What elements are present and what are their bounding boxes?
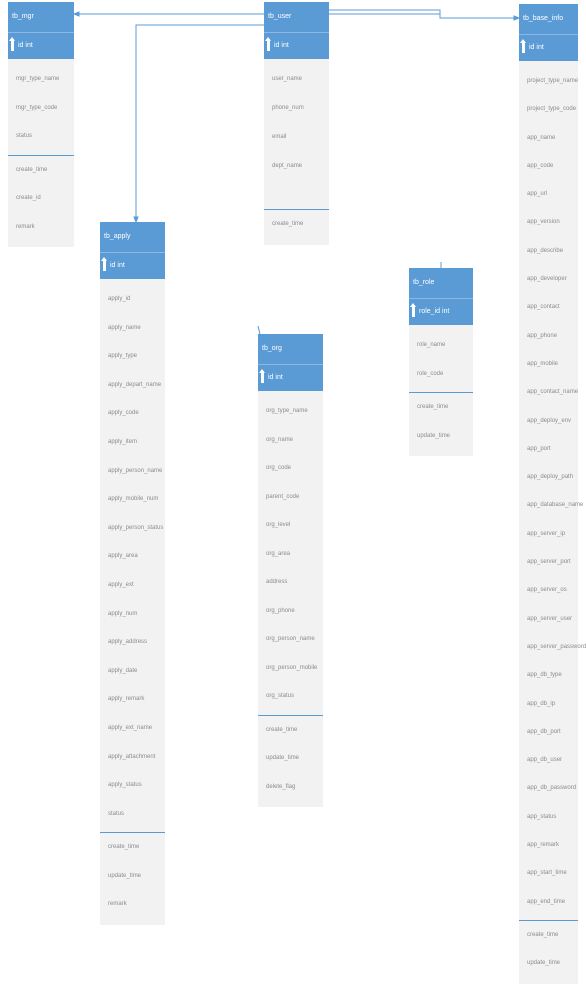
field-row: create_time <box>527 931 559 938</box>
primary-key-row <box>264 32 329 59</box>
table-t-right-small[interactable] <box>409 268 473 456</box>
field-row: app_end_time <box>527 898 566 905</box>
field-row: app_code <box>527 162 554 169</box>
table-title: tb_apply <box>100 222 165 252</box>
field-row: dept_name <box>272 163 303 169</box>
primary-key-row <box>258 364 323 391</box>
field-row: remark <box>16 223 35 230</box>
field-row: user_name <box>272 76 303 82</box>
field-row: apply_area <box>108 553 138 560</box>
rel-user-to-apply <box>136 25 264 222</box>
field-row: apply_date <box>108 667 138 674</box>
field-row: app_port <box>527 445 551 452</box>
field-row: app_server_ip <box>527 530 566 537</box>
field-row: phone_num <box>272 105 304 111</box>
field-row: org_code <box>266 465 292 471</box>
field-row: mgr_type_code <box>16 104 58 111</box>
field-row: app_server_password <box>527 643 586 650</box>
field-row: apply_remark <box>108 696 145 703</box>
primary-key-label: id int <box>268 374 283 381</box>
field-row: create_time <box>108 844 140 851</box>
field-row: apply_person_name <box>108 467 163 474</box>
field-row: create_time <box>417 404 449 410</box>
field-row: org_type_name <box>266 408 308 414</box>
field-row: email <box>272 134 287 140</box>
primary-key-icon <box>522 41 525 53</box>
field-row: app_db_type <box>527 672 562 679</box>
field-row: create_time <box>266 726 298 733</box>
field-row: apply_ext_name <box>108 724 153 731</box>
primary-key-label: id int <box>274 42 289 49</box>
primary-key-icon <box>267 39 270 51</box>
field-row: role_name <box>417 342 446 348</box>
field-row: app_start_time <box>527 870 567 877</box>
field-row: app_database_name <box>527 502 584 509</box>
field-row: apply_code <box>108 410 139 417</box>
field-row: app_server_user <box>527 615 573 622</box>
field-row: app_url <box>527 191 548 198</box>
field-row: apply_attachment <box>108 753 156 760</box>
field-row: app_deploy_env <box>527 417 572 424</box>
field-row: apply_mobile_num <box>108 496 159 503</box>
field-row: status <box>108 810 125 817</box>
field-row: apply_ext <box>108 581 134 588</box>
field-row: status <box>16 133 33 139</box>
field-row: delete_flag <box>266 783 296 790</box>
rel-org-stub <box>258 326 260 334</box>
primary-key-row <box>100 252 165 279</box>
table-t-left-middle[interactable] <box>100 222 165 925</box>
field-row: project_type_name <box>527 78 579 84</box>
field-row: address <box>266 579 288 585</box>
field-row: apply_name <box>108 324 141 331</box>
table-t-right-tall[interactable] <box>519 4 586 984</box>
field-row: org_area <box>266 550 291 557</box>
field-row: app_deploy_path <box>527 474 574 481</box>
field-row: project_type_code <box>527 106 577 113</box>
table-t-topcenter[interactable] <box>264 2 329 245</box>
primary-key-row <box>519 34 578 61</box>
field-row: apply_address <box>108 639 148 646</box>
field-row: create_time <box>272 221 304 227</box>
primary-key-label: id int <box>529 44 544 51</box>
field-row: app_mobile <box>527 360 559 367</box>
field-row: update_time <box>108 872 142 879</box>
field-row: app_contact_name <box>527 389 579 396</box>
field-row: create_time <box>16 166 48 173</box>
field-row: role_code <box>417 370 444 377</box>
field-row: app_version <box>527 219 560 226</box>
field-row: apply_item <box>108 438 138 445</box>
field-row: app_describe <box>527 247 564 254</box>
field-row: app_status <box>527 813 557 820</box>
table-t-topleft[interactable] <box>8 2 74 247</box>
field-row: org_name <box>266 436 294 443</box>
field-row: org_person_name <box>266 636 315 642</box>
field-row: app_db_user <box>527 757 563 764</box>
field-row: app_db_ip <box>527 700 556 707</box>
field-row: parent_code <box>266 493 300 500</box>
primary-key-icon <box>412 305 415 317</box>
primary-key-row <box>8 32 74 59</box>
field-row: apply_num <box>108 610 138 617</box>
primary-key-icon <box>11 39 14 51</box>
table-title: tb_role <box>409 268 473 298</box>
field-row: apply_type <box>108 353 138 360</box>
field-row: update_time <box>527 960 561 967</box>
rel-user-to-mgr-arrow <box>74 12 79 16</box>
field-row: app_remark <box>527 842 560 849</box>
field-row: app_db_port <box>527 728 561 735</box>
table-title: tb_user <box>264 2 329 32</box>
field-row: update_time <box>417 432 451 439</box>
field-row: remark <box>108 901 127 908</box>
primary-key-label: id int <box>110 262 125 269</box>
field-row: app_phone <box>527 332 558 339</box>
primary-key-icon <box>261 371 264 383</box>
field-row: org_level <box>266 522 291 528</box>
field-row: apply_depart_name <box>108 381 162 388</box>
field-row: app_developer <box>527 276 567 283</box>
field-row: org_person_mobile <box>266 664 318 671</box>
field-row: update_time <box>266 755 300 761</box>
field-row: apply_id <box>108 296 131 302</box>
table-title: tb_base_info <box>519 4 578 34</box>
primary-key-icon <box>103 259 106 271</box>
field-row: create_id <box>16 195 41 201</box>
field-row: app_name <box>527 134 556 141</box>
field-row: mgr_type_name <box>16 76 60 82</box>
field-row: app_server_os <box>527 587 567 594</box>
field-row: app_server_port <box>527 559 571 566</box>
primary-key-label: id int <box>18 42 33 49</box>
field-row: org_status <box>266 693 295 699</box>
field-row: app_contact <box>527 304 560 311</box>
field-row: apply_person_status <box>108 524 164 531</box>
field-row: apply_status <box>108 782 142 789</box>
primary-key-label: role_id int <box>419 308 450 315</box>
table-title: tb_mgr <box>8 2 74 32</box>
field-row: org_phone <box>266 607 295 614</box>
primary-key-row <box>409 298 473 325</box>
field-row: app_db_password <box>527 785 577 792</box>
table-t-center[interactable] <box>258 334 323 807</box>
table-title: tb_org <box>258 334 323 364</box>
